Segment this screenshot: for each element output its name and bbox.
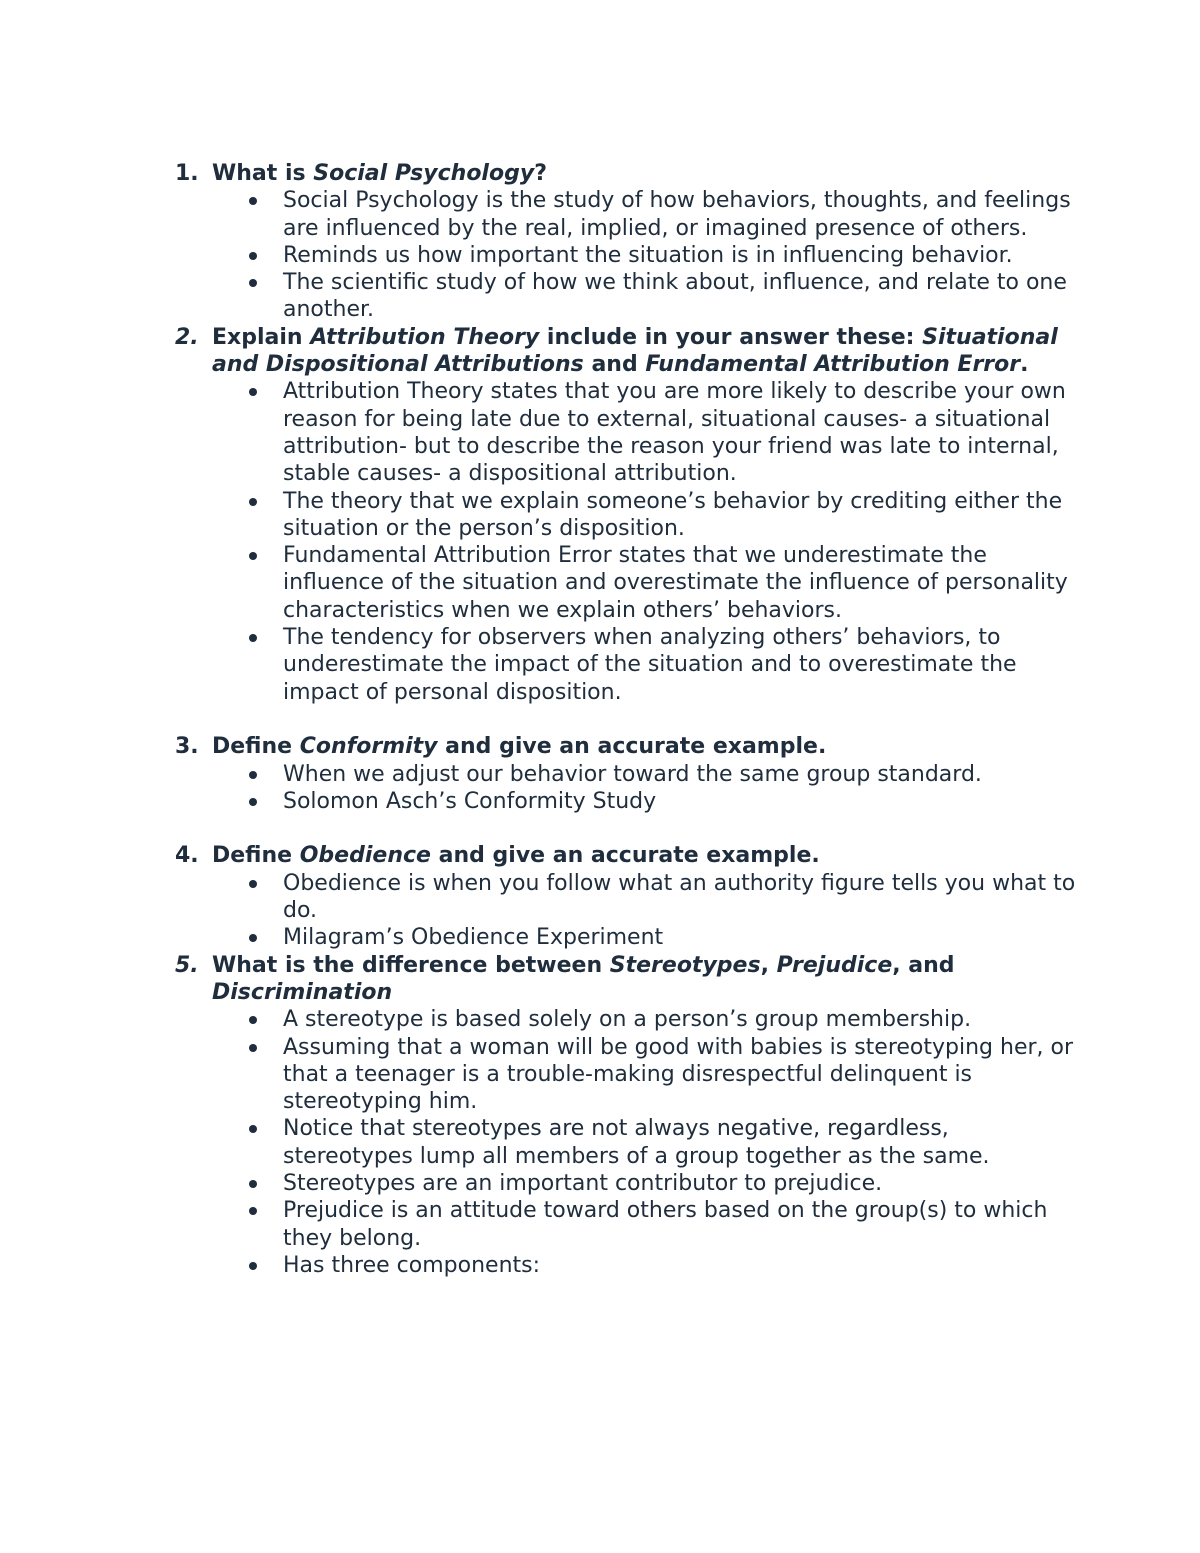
question-text: . [1020, 352, 1029, 378]
bullet-icon [249, 634, 257, 642]
question-text: What is the difference between [212, 952, 610, 978]
question-text: What is [212, 161, 314, 186]
bullet-icon [249, 552, 257, 560]
list-item [0, 761, 1083, 788]
question-term: Stereotypes [609, 952, 761, 978]
bullet-icon [249, 880, 257, 888]
question-text: ? [534, 161, 547, 186]
list-item-text: Assuming that a woman will be good with babies is stereotyping her, or that a teenager is a trouble-making disrespectful delinquent is stereotyping him. [283, 1034, 1074, 1115]
list-item [0, 1034, 1083, 1116]
question-text: Define [212, 843, 300, 869]
list-item [0, 378, 1083, 487]
bullet-icon [249, 1016, 257, 1024]
bullet-icon [249, 1044, 257, 1052]
question-text: and give an accurate example. [430, 843, 820, 869]
question-number: 4. [175, 843, 199, 869]
question-text: include in your answer these: [539, 324, 923, 350]
list-item [0, 187, 1083, 242]
question-term: Obedience [299, 843, 431, 869]
question-term: Fundamental Attribution Error [645, 352, 1021, 378]
list-item-text: Stereotypes are an important contributor to prejudice. [283, 1170, 883, 1196]
list-item [0, 242, 1083, 269]
question-text: , and [892, 952, 955, 978]
question-4-answers [0, 870, 1200, 952]
list-item [0, 1252, 1083, 1279]
bullet-icon [249, 197, 257, 205]
bullet-icon [249, 771, 257, 779]
list-item-text: Prejudice is an attitude toward others based on the group(s) to which they belong. [283, 1198, 1048, 1251]
question-5-heading [0, 952, 1072, 1007]
list-item [0, 269, 1083, 324]
question-term: Conformity [299, 734, 438, 760]
question-text: and give an accurate example. [437, 734, 827, 760]
question-text: Define [212, 734, 300, 760]
question-number: 3. [175, 734, 199, 760]
list-item [0, 1170, 1083, 1197]
list-item-text: The scientific study of how we think about, influence, and relate to one another. [283, 270, 1067, 323]
bullet-icon [249, 252, 257, 260]
list-item-text: Solomon Asch’s Conformity Study [283, 788, 657, 814]
bullet-icon [249, 798, 257, 806]
list-item-text: Has three components: [283, 1252, 541, 1278]
blank-line [0, 706, 1200, 733]
question-term: Prejudice [776, 952, 893, 978]
question-5-answers [0, 1006, 1200, 1279]
question-1-answers [0, 187, 1200, 323]
list-item [0, 1006, 1083, 1033]
list-item [0, 788, 1083, 815]
question-text: Explain [212, 324, 311, 350]
question-4-heading [0, 842, 1072, 869]
list-item [0, 1115, 1083, 1170]
list-item-text: Obedience is when you follow what an authority figure tells you what to do. [283, 870, 1076, 924]
question-1-heading [0, 160, 1072, 187]
bullet-icon [249, 1262, 257, 1270]
bullet-icon [249, 279, 257, 287]
list-item-text: Attribution Theory states that you are more likely to describe your own reason for being late due to external, situational causes- a situational attribution- but to describe the reason your friend was late to internal, stable causes- a dispositional attribution. [283, 379, 1066, 487]
list-item-text: The theory that we explain someone’s behavior by crediting either the situation or the person’s disposition. [283, 488, 1063, 541]
blank-line [0, 815, 1200, 842]
question-term: Discrimination [212, 979, 393, 1005]
list-item-text: Milagram’s Obedience Experiment [283, 925, 664, 951]
list-item-text: Fundamental Attribution Error states that we underestimate the influence of the situation and overestimate the influence of personality characteristics when we explain others’ behaviors. [283, 543, 1068, 623]
question-text: , [760, 952, 777, 978]
question-2-heading [0, 324, 1072, 379]
question-3-answers [0, 761, 1200, 816]
document-page [0, 160, 1200, 1279]
list-item [0, 624, 1083, 706]
bullet-icon [249, 1180, 257, 1188]
list-item-text: Reminds us how important the situation is in influencing behavior. [283, 242, 1013, 268]
list-item [0, 870, 1083, 925]
question-term: Attribution Theory [310, 324, 540, 350]
question-term: Social Psychology [313, 161, 535, 186]
bullet-icon [249, 934, 257, 942]
question-2-answers [0, 378, 1200, 706]
list-item-text: The tendency for observers when analyzing others’ behaviors, to underestimate the impact of the situation and to overestimate the impact of personal disposition. [283, 625, 1017, 705]
question-term: Situational and Dispositional Attributions [212, 324, 1058, 378]
question-3-heading [0, 733, 1072, 760]
question-number: 1. [175, 161, 199, 186]
question-number: 2. [175, 324, 199, 350]
bullet-icon [249, 1125, 257, 1133]
list-item [0, 488, 1083, 543]
list-item-text: When we adjust our behavior toward the same group standard. [283, 761, 982, 787]
list-item [0, 924, 1083, 951]
list-item-text: Notice that stereotypes are not always negative, regardless, stereotypes lump all members of a group together as the same. [283, 1116, 990, 1169]
question-text: and [583, 352, 646, 378]
bullet-icon [249, 498, 257, 506]
list-item-text: Social Psychology is the study of how behaviors, thoughts, and feelings are influenced by the real, implied, or imagined presence of others. [283, 188, 1071, 241]
bullet-icon [249, 388, 257, 396]
list-item [0, 1197, 1083, 1252]
question-number: 5. [175, 952, 199, 978]
list-item-text: A stereotype is based solely on a person’s group membership. [283, 1007, 972, 1033]
bullet-icon [249, 1207, 257, 1215]
list-item [0, 542, 1083, 624]
